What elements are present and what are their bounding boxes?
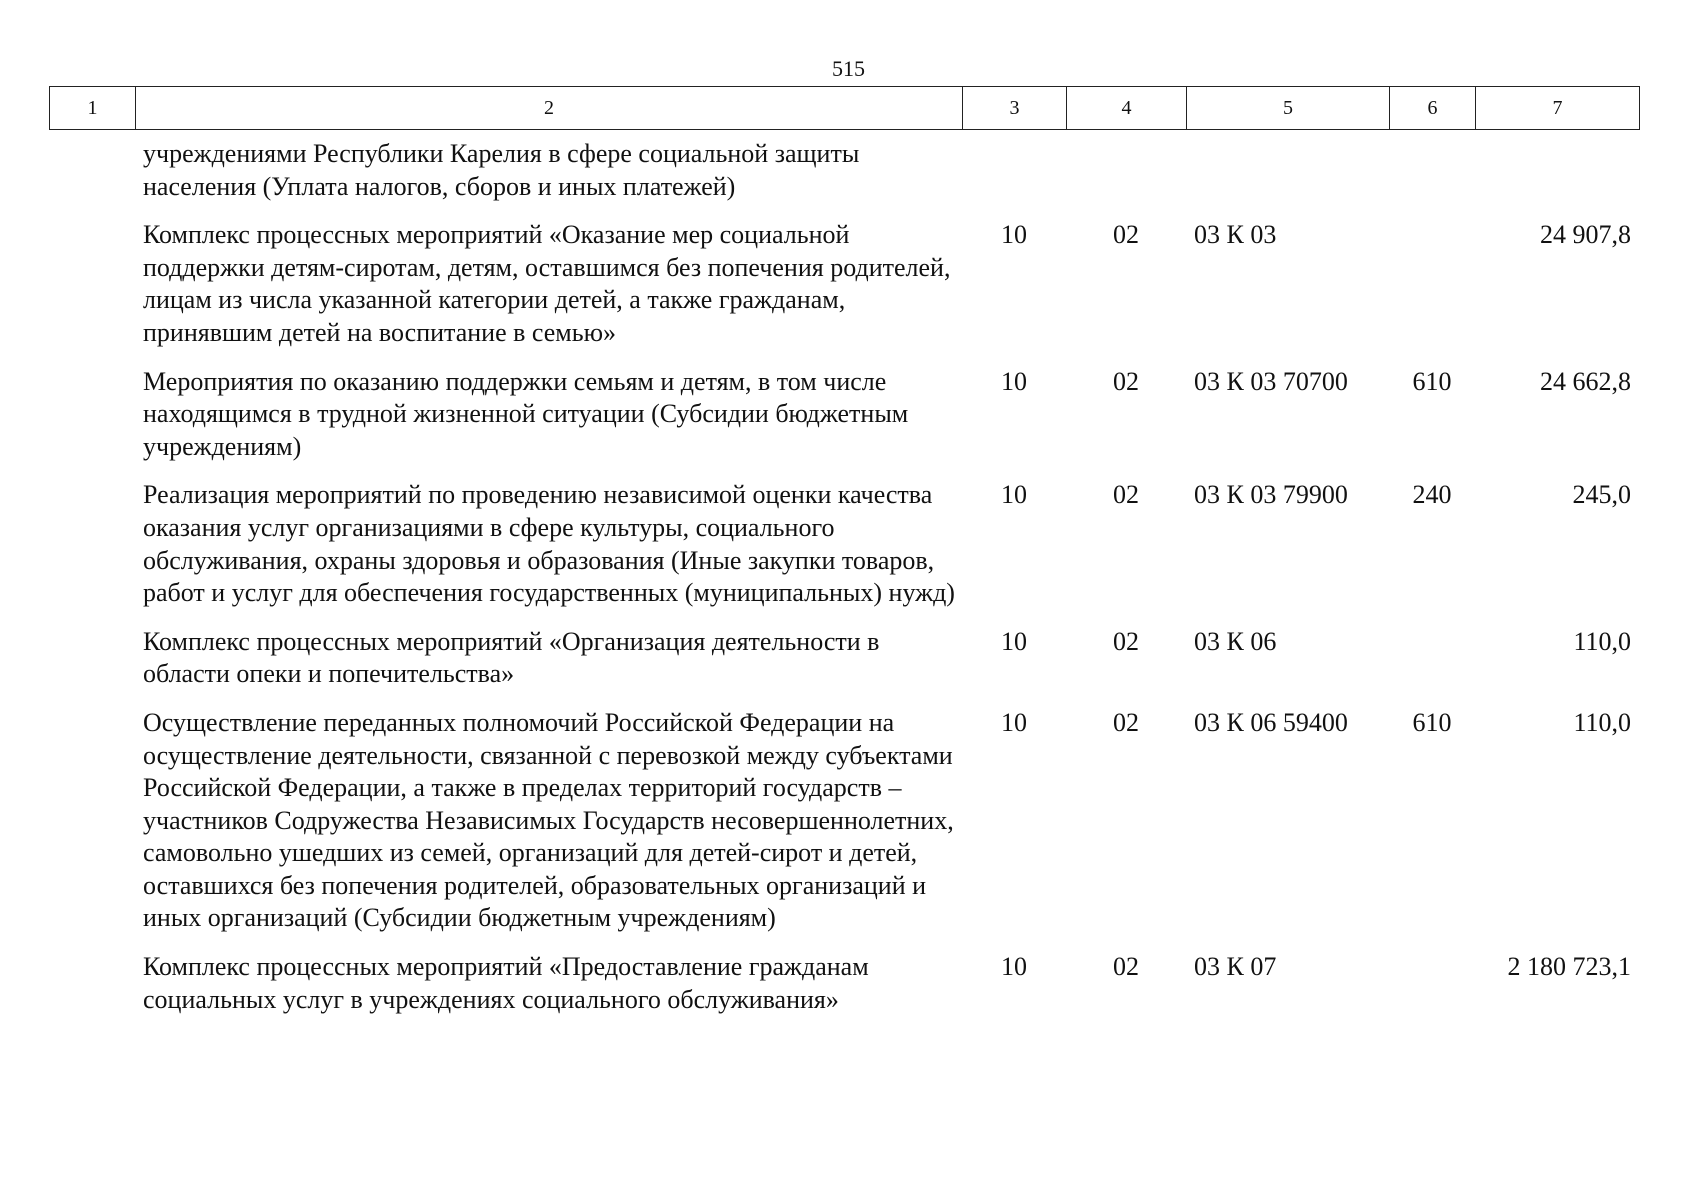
- description-cell: Комплекс процессных мероприятий «Организация деятельности в области опеки и попечительства»: [143, 626, 880, 689]
- section-code-cell: 10: [1001, 480, 1027, 510]
- amount-cell: [1475, 138, 1639, 219]
- column-header-row: [50, 87, 1640, 130]
- target-article-cell: 03 К 06: [1194, 626, 1277, 656]
- column-header-7: 7: [1476, 87, 1640, 130]
- subsection-code-cell: [1066, 138, 1186, 219]
- expense-type-cell: [1389, 219, 1475, 365]
- section-code-cell: [962, 138, 1066, 219]
- section-code-cell: 10: [1001, 220, 1027, 250]
- amount-cell: 110,0: [1573, 626, 1631, 656]
- description-cell: учреждениями Республики Карелия в сфере социальной защиты населения (Уплата налогов, сборов и иных платежей): [143, 139, 860, 201]
- table-row: [49, 219, 1639, 365]
- target-article-cell: 03 К 03: [1194, 220, 1277, 250]
- table-row: [49, 707, 1639, 951]
- subsection-code-cell: 02: [1113, 220, 1139, 250]
- column-header-1: 1: [50, 87, 136, 130]
- description-cell: Комплекс процессных мероприятий «Оказание мер социальной поддержки детям-сиротам, детям, оставшимся без попечения родителей, лицам из числа указанной категории детей, а также гражданам, принявшим детей на воспитание в семью»: [143, 220, 951, 347]
- budget-table-body: [49, 138, 1639, 1032]
- subsection-code-cell: 02: [1113, 952, 1139, 982]
- expense-type-cell: [1389, 951, 1475, 1032]
- table-row: [49, 366, 1639, 480]
- section-code-cell: 10: [1001, 366, 1027, 396]
- expense-type-cell: 610: [1412, 707, 1452, 737]
- column-header-2: 2: [136, 87, 963, 130]
- section-code-cell: 10: [1001, 707, 1027, 737]
- description-cell: Осуществление переданных полномочий Российской Федерации на осуществление деятельности, связанной с перевозкой между субъектами Российской Федерации, а также в пределах территорий государств – участников Содружества Независимых Государств несовершеннолетних, самовольно ушедших из семей, организаций для детей-сирот и детей, оставшихся без попечения родителей, образовательных организаций и иных организаций (Субсидии бюджетным учреждениям): [143, 707, 954, 933]
- column-header-5: 5: [1187, 87, 1390, 130]
- column-header-3: 3: [963, 87, 1067, 130]
- target-article-cell: 03 К 03 79900: [1194, 480, 1348, 510]
- description-cell: Мероприятия по оказанию поддержки семьям и детям, в том числе находящимся в трудной жизненной ситуации (Субсидии бюджетным учреждениям): [143, 366, 909, 461]
- column-header-table: [49, 86, 1640, 130]
- table-row: [49, 138, 1639, 219]
- table-row: [49, 479, 1639, 625]
- description-cell: Комплекс процессных мероприятий «Предоставление гражданам социальных услуг в учреждениях социального обслуживания»: [143, 952, 869, 1014]
- subsection-code-cell: 02: [1113, 626, 1139, 656]
- subsection-code-cell: 02: [1113, 366, 1139, 396]
- budget-table: [49, 138, 1639, 1032]
- page-number: 515: [832, 56, 865, 81]
- column-header-4: 4: [1067, 87, 1187, 130]
- table-row: [49, 626, 1639, 707]
- amount-cell: 110,0: [1573, 707, 1631, 737]
- expense-type-cell: 240: [1412, 480, 1452, 510]
- target-article-cell: [1186, 138, 1389, 219]
- description-cell: Реализация мероприятий по проведению независимой оценки качества оказания услуг организациями в сфере культуры, социального обслуживания, охраны здоровья и образования (Иные закупки товаров, работ и услуг для обеспечения государственных (муниципальных) нужд): [143, 480, 955, 608]
- target-article-cell: 03 К 03 70700: [1194, 366, 1348, 396]
- subsection-code-cell: 02: [1113, 707, 1139, 737]
- target-article-cell: 03 К 07: [1194, 952, 1277, 982]
- amount-cell: 245,0: [1572, 480, 1631, 510]
- section-code-cell: 10: [1001, 626, 1027, 656]
- amount-cell: 2 180 723,1: [1507, 952, 1631, 982]
- target-article-cell: 03 К 06 59400: [1194, 707, 1348, 737]
- expense-type-cell: 610: [1412, 366, 1452, 396]
- table-row: [49, 951, 1639, 1032]
- expense-type-cell: [1389, 626, 1475, 707]
- amount-cell: 24 907,8: [1540, 220, 1631, 250]
- column-header-6: 6: [1390, 87, 1476, 130]
- amount-cell: 24 662,8: [1540, 366, 1631, 396]
- expense-type-cell: [1389, 138, 1475, 219]
- subsection-code-cell: 02: [1113, 480, 1139, 510]
- section-code-cell: 10: [1001, 952, 1027, 982]
